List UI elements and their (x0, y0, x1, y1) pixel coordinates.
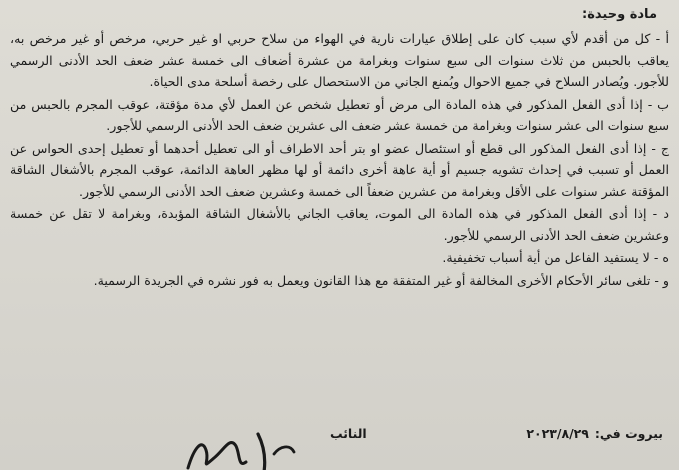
paragraph-a: أ - كل من أقدم لأي سبب كان على إطلاق عيارات نارية في الهواء من سلاح حربي او غير حربي، مرخص أو غير مرخص به، يعاقب بالحبس من ثلاث سنوات الى سبع سنوات وبغرامة من عشرة أضعاف الى خمسة عشر ضعف الحد الأدنى الرسمي للأجور. ويُصادر السلاح في جميع الاحوال ويُمنع الجاني من الاستحصال على رخصة أسلحة مدى الحياة. (10, 31, 669, 89)
article-heading: مادة وحيدة: (582, 7, 657, 22)
handwritten-signature (180, 428, 300, 470)
signer-title: النائب (330, 426, 367, 441)
paragraph-d: د - إذا أدى الفعل المذكور في هذه المادة الى الموت، يعاقب الجاني بالأشغال الشاقة المؤبدة، وبغرامة لا تقل عن خمسة وعشرين ضعف الحد الأدنى الرسمي للأجور. (10, 206, 669, 243)
paragraph-c: ج - إذا أدى الفعل المذكور الى قطع أو استئصال عضو او بتر أحد الاطراف أو الى تعطيل أحدهما أو تعطيل إحدى الحواس عن العمل أو تسبب في إحداث تشويه جسيم أو أية عاهة أخرى دائمة أو لها مظهر العاهة الدائمة، عوقب المجرم بالأشغال الشاقة المؤقتة عشر سنوات على الأقل وبغرامة من عشرين ضعفاً الى خمسة وعشرين ضعف الحد الأدنى الرسمي للأجور. (10, 140, 669, 199)
place-date-label: بيروت في: (594, 426, 663, 441)
document-footer (0, 424, 679, 470)
paragraph-b: ب - إذا أدى الفعل المذكور في هذه المادة الى مرض أو تعطيل شخص عن العمل لأي مدة مؤقتة، عوقب المجرم بالحبس من سبع سنوات الى عشر سنوات وبغرامة من خمسة عشر ضعف الى عشرين ضعف الحد الأدنى الرسمي للأجور. (10, 96, 669, 133)
place-date (526, 424, 663, 444)
document-date: ٢٠٢٣/٨/٢٩ (526, 426, 589, 441)
paragraph-h: ه - لا يستفيد الفاعل من أية أسباب تخفيفية. (442, 250, 669, 265)
law-text-body (10, 4, 669, 292)
paragraph-w: و - تلغى سائر الأحكام الأخرى المخالفة أو غير المتفقة مع هذا القانون ويعمل به فور نشره في الجريدة الرسمية. (93, 272, 669, 288)
